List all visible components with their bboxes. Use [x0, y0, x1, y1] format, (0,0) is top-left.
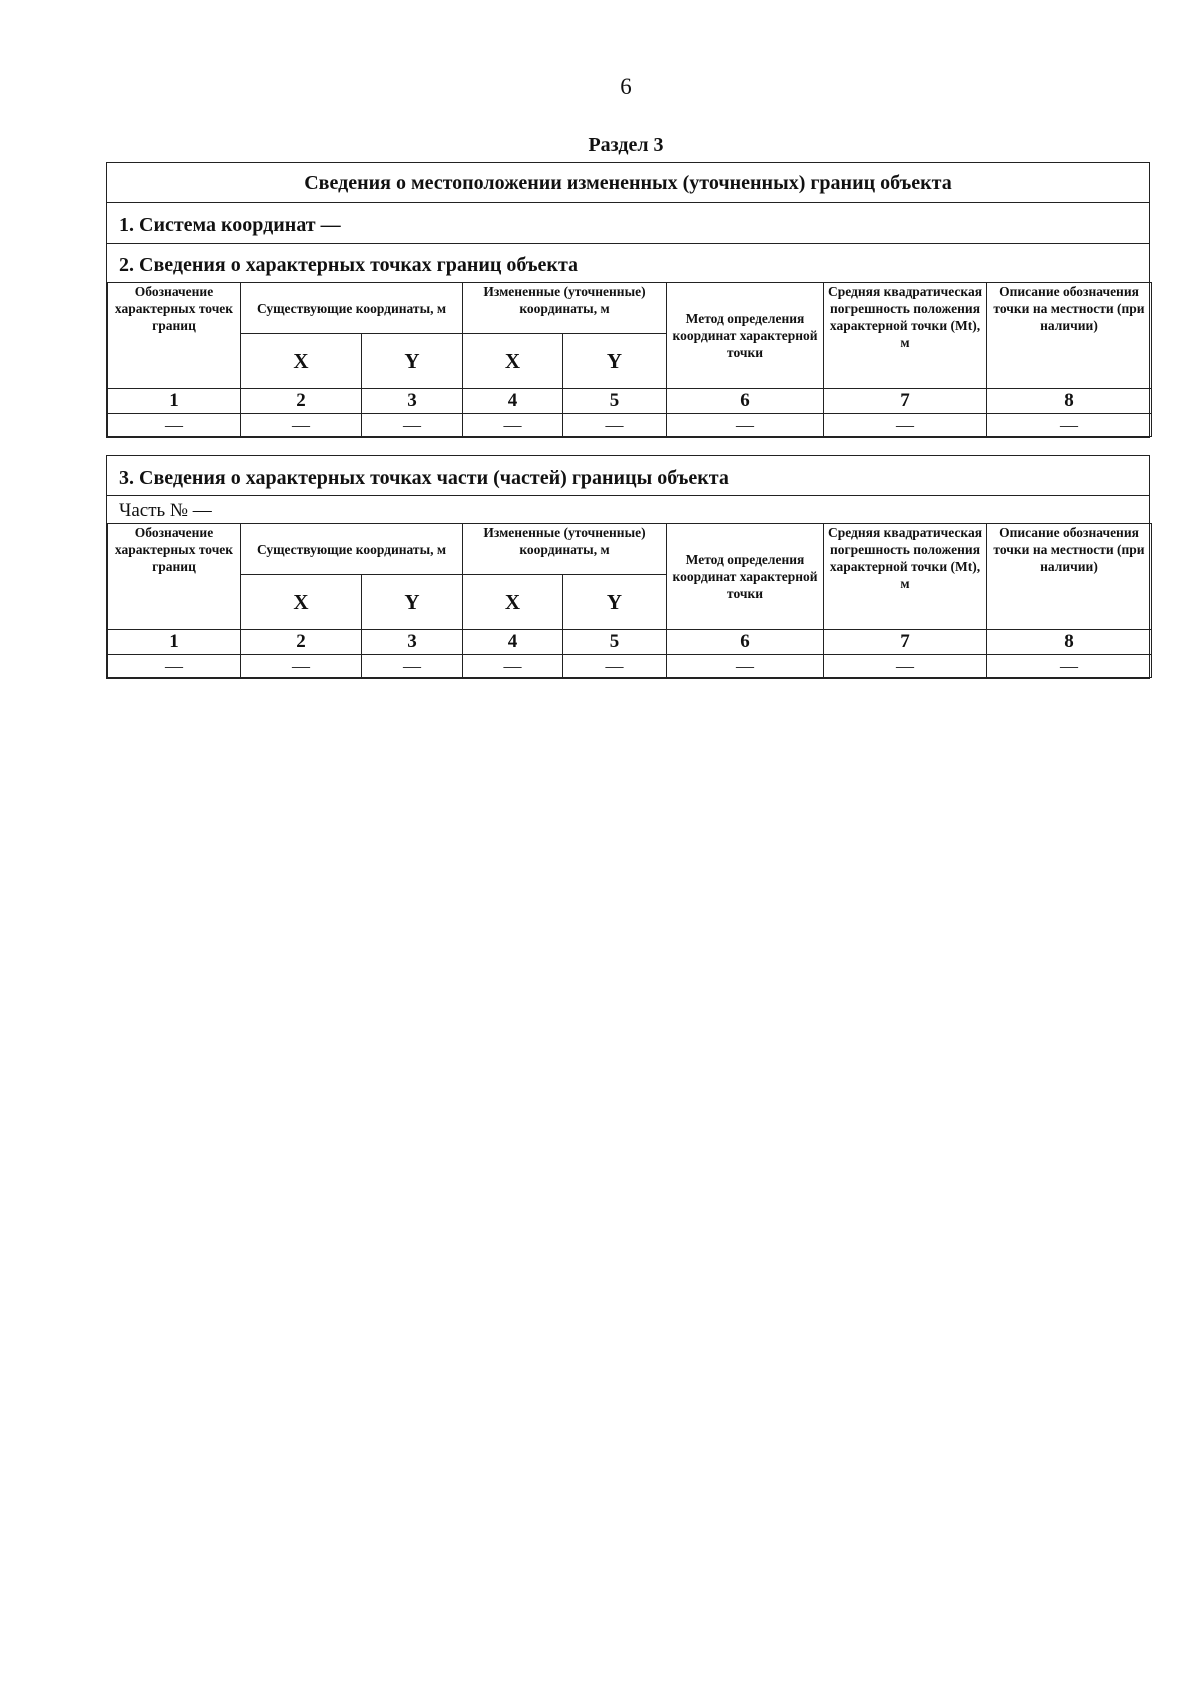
header-existing-coords: Существующие координаты, м — [241, 524, 463, 575]
part-points-table — [107, 523, 1152, 678]
table-cell: — — [987, 655, 1152, 678]
table-cell: — — [362, 655, 463, 678]
section-title: Раздел 3 — [588, 134, 664, 156]
column-number: 4 — [463, 389, 563, 414]
column-number: 6 — [667, 630, 824, 655]
header-changed-y: Y — [563, 334, 667, 389]
column-number: 1 — [108, 389, 241, 414]
header-changed-coords: Измененные (уточненные) координаты, м — [463, 524, 667, 575]
column-number: 4 — [463, 630, 563, 655]
header-designation: Обозначение характерных точек границ — [108, 283, 241, 389]
header-description: Описание обозначения точки на местности (при наличии) — [987, 283, 1152, 389]
column-number: 1 — [108, 630, 241, 655]
header-description: Описание обозначения точки на местности (при наличии) — [987, 524, 1152, 630]
table-cell: — — [667, 414, 824, 437]
part-number-line: Часть № — — [107, 495, 1149, 523]
header-error: Средняя квадратическая погрешность положения характерной точки (Mt), м — [824, 524, 987, 630]
header-changed-x: X — [463, 575, 563, 630]
table-cell: — — [563, 655, 667, 678]
table-cell: — — [824, 414, 987, 437]
table-cell: — — [108, 414, 241, 437]
points-heading: 2. Сведения о характерных точках границ объекта — [119, 254, 579, 276]
header-existing-x: X — [241, 575, 362, 630]
column-number-row — [108, 630, 1152, 655]
column-number: 2 — [241, 630, 362, 655]
column-number: 5 — [563, 389, 667, 414]
coordinate-system-line: 1. Система координат — — [107, 203, 1149, 244]
page-number: 6 — [620, 74, 632, 99]
boundaries-form — [106, 162, 1150, 438]
boundary-points-table — [107, 282, 1152, 437]
table-cell: — — [108, 655, 241, 678]
parts-heading: 3. Сведения о характерных точках части (частей) границы объекта — [119, 467, 729, 489]
column-number: 7 — [824, 630, 987, 655]
header-designation: Обозначение характерных точек границ — [108, 524, 241, 630]
table-row — [108, 655, 1152, 678]
table-cell: — — [362, 414, 463, 437]
table-cell: — — [463, 655, 563, 678]
table-cell: — — [987, 414, 1152, 437]
form-heading: Сведения о местоположении измененных (уточненных) границ объекта — [107, 163, 1149, 203]
header-method: Метод определения координат характерной точки — [667, 524, 824, 630]
table-cell: — — [463, 414, 563, 437]
table-cell: — — [667, 655, 824, 678]
column-number: 6 — [667, 389, 824, 414]
table-cell: — — [824, 655, 987, 678]
header-existing-x: X — [241, 334, 362, 389]
column-number: 7 — [824, 389, 987, 414]
table-cell: — — [241, 655, 362, 678]
header-existing-y: Y — [362, 575, 463, 630]
column-number: 2 — [241, 389, 362, 414]
column-number: 5 — [563, 630, 667, 655]
column-number: 8 — [987, 389, 1152, 414]
column-number-row — [108, 389, 1152, 414]
header-error: Средняя квадратическая погрешность положения характерной точки (Mt), м — [824, 283, 987, 389]
table-row — [108, 414, 1152, 437]
column-number: 8 — [987, 630, 1152, 655]
column-number: 3 — [362, 630, 463, 655]
table-cell: — — [563, 414, 667, 437]
header-changed-y: Y — [563, 575, 667, 630]
header-method: Метод определения координат характерной точки — [667, 283, 824, 389]
header-existing-y: Y — [362, 334, 463, 389]
header-existing-coords: Существующие координаты, м — [241, 283, 463, 334]
header-changed-x: X — [463, 334, 563, 389]
part-boundaries-form — [106, 455, 1150, 679]
column-number: 3 — [362, 389, 463, 414]
table-cell: — — [241, 414, 362, 437]
header-changed-coords: Измененные (уточненные) координаты, м — [463, 283, 667, 334]
